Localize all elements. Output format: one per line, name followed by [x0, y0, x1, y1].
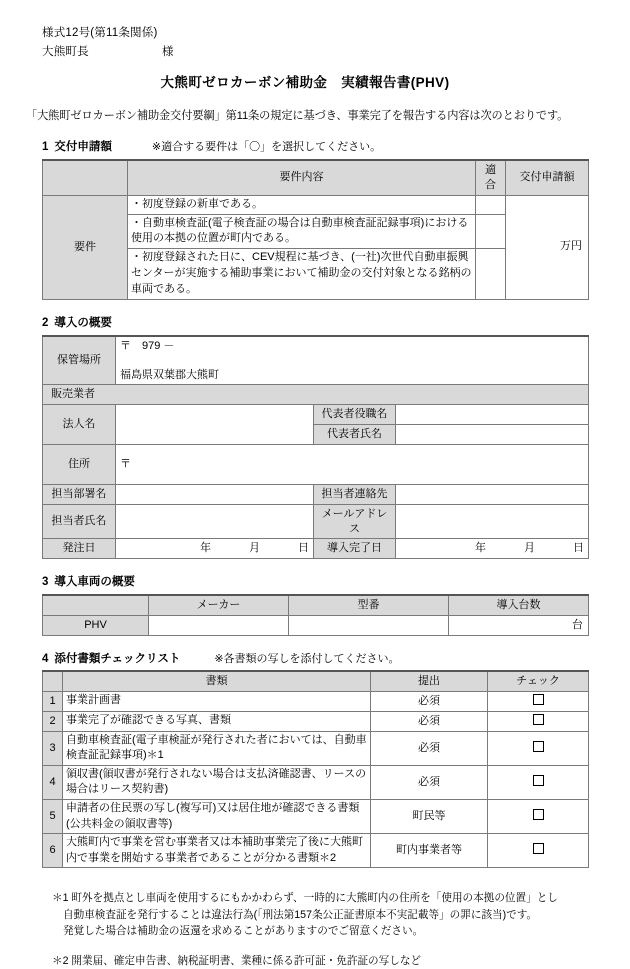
row-number: 2: [43, 711, 63, 731]
section1-number: 1: [42, 141, 49, 154]
dealer-section-row: [43, 385, 589, 405]
section1-note: ※適合する要件は「〇」を選択してください。: [151, 141, 382, 154]
row-number: 5: [43, 799, 63, 833]
col-document-header: 書類: [63, 671, 371, 691]
email-input[interactable]: [396, 504, 589, 539]
table-row: [43, 711, 589, 731]
order-date-day: 日: [298, 542, 309, 555]
order-date-input[interactable]: [116, 539, 314, 559]
table-row: [43, 691, 589, 711]
section4-number: 4: [42, 652, 49, 665]
checkbox-cell[interactable]: [488, 711, 589, 731]
conform-input-1[interactable]: [476, 195, 506, 214]
table-header-row: [43, 671, 589, 691]
footnote-1-line-3: 発覚した場合は補助金の返還を求めることがありますのでご留意ください。: [63, 925, 424, 938]
addressee-name: 大熊町長: [42, 45, 89, 58]
row-number: 1: [43, 691, 63, 711]
department-input[interactable]: [116, 484, 314, 504]
rep-title-label: 代表者役職名: [314, 405, 396, 425]
checkbox-icon[interactable]: [533, 843, 544, 854]
completion-date-day: 日: [573, 542, 584, 555]
submission-requirement: 必須: [371, 711, 488, 731]
addressee-honorific: 様: [162, 45, 174, 58]
section3-heading: [0, 575, 630, 591]
conform-input-2[interactable]: [476, 214, 506, 249]
requirement-text-1: ・初度登録の新車である。: [128, 195, 476, 214]
table-row: [43, 731, 589, 765]
submission-requirement: 必須: [371, 731, 488, 765]
department-label: 担当部署名: [43, 484, 116, 504]
checkbox-icon[interactable]: [533, 741, 544, 752]
address-input[interactable]: [116, 444, 589, 484]
storage-location-input[interactable]: [116, 336, 589, 385]
checklist-table: [42, 670, 589, 868]
vehicle-table: [42, 594, 589, 636]
person-row: [43, 504, 589, 539]
checkbox-cell[interactable]: [488, 834, 589, 868]
submission-requirement: 必須: [371, 765, 488, 799]
corporate-name-label: 法人名: [43, 405, 116, 445]
table-row: [43, 799, 589, 833]
table-row: [43, 765, 589, 799]
checkbox-cell[interactable]: [488, 799, 589, 833]
col-check-header: チェック: [488, 671, 589, 691]
storage-postal-code: 〒 979 －: [120, 339, 175, 352]
checkbox-icon[interactable]: [533, 809, 544, 820]
contact-input[interactable]: [396, 484, 589, 504]
col-conform-header: 適合: [476, 160, 506, 195]
document-header: [0, 0, 630, 60]
document-name: 大熊町内で事業を営む事業者又は本補助事業完了後に大熊町内で事業を開始する事業者であることが分かる書類＊2: [63, 834, 371, 868]
page-title: 大熊町ゼロカーボン補助金 実績報告書(PHV): [160, 75, 450, 91]
order-date-month: 月: [249, 542, 260, 555]
amount-input[interactable]: [506, 195, 589, 300]
rep-name-input[interactable]: [396, 425, 589, 445]
requirement-text-2: ・自動車検査証(電子検査証の場合は自動車検査証記録事項)における使用の本拠の位置が町内である。: [128, 214, 476, 249]
checkbox-cell[interactable]: [488, 691, 589, 711]
storage-row: [43, 336, 589, 385]
order-date-year: 年: [200, 542, 211, 555]
table-row: [43, 615, 589, 635]
section2-heading: [0, 316, 630, 332]
conform-input-3[interactable]: [476, 249, 506, 300]
col-model-header: 型番: [289, 595, 449, 615]
storage-address: 福島県双葉郡大熊町: [120, 368, 219, 381]
count-input[interactable]: [449, 615, 589, 635]
address-row: [43, 444, 589, 484]
form-number: 様式12号(第11条関係): [42, 27, 158, 39]
count-unit: 台: [572, 618, 583, 631]
address-label: 住所: [43, 444, 116, 484]
dealer-section-header: 販売業者: [43, 385, 589, 405]
section1-heading: [0, 140, 630, 156]
email-label: メールアドレス: [314, 504, 396, 539]
footnotes: [0, 890, 630, 969]
row-number: 4: [43, 765, 63, 799]
checkbox-icon[interactable]: [533, 775, 544, 786]
section1-title: 交付申請額: [54, 141, 112, 154]
dates-row: [43, 539, 589, 559]
requirements-table: [42, 159, 589, 300]
table-row: [43, 195, 589, 214]
document-name: 事業計画書: [63, 691, 371, 711]
rep-title-input[interactable]: [396, 405, 589, 425]
document-name: 領収書(領収書が発行されない場合は支払済確認書、リースの場合はリース契約書): [63, 765, 371, 799]
section4-title: 添付書類チェックリスト: [54, 652, 181, 665]
address-postal-mark: 〒: [120, 457, 131, 470]
completion-date-month: 月: [524, 542, 535, 555]
section3-title: 導入車両の概要: [54, 576, 135, 589]
rep-name-label: 代表者氏名: [314, 425, 396, 445]
col-count-header: 導入台数: [449, 595, 589, 615]
col-blank-header: [43, 595, 149, 615]
footnote-2: [52, 953, 630, 969]
corporate-name-input[interactable]: [116, 405, 314, 445]
col-no-header: [43, 671, 63, 691]
col-content-header: 要件内容: [128, 160, 476, 195]
checkbox-icon[interactable]: [533, 714, 544, 725]
submission-requirement: 必須: [371, 691, 488, 711]
checkbox-cell[interactable]: [488, 765, 589, 799]
footnote-1-line-1: ＊1 町外を拠点とし車両を使用するにもかかわらず、一時的に大熊町内の住所を「使用の本拠の位置」とし: [52, 892, 558, 905]
section2-number: 2: [42, 317, 49, 330]
completion-date-input[interactable]: [396, 539, 589, 559]
order-date-label: 発注日: [43, 539, 116, 559]
submission-requirement: 町民等: [371, 799, 488, 833]
person-name-input[interactable]: [116, 504, 314, 539]
checkbox-cell[interactable]: [488, 731, 589, 765]
section2-title: 導入の概要: [54, 317, 112, 330]
col-submission-header: 提出: [371, 671, 488, 691]
contact-label: 担当者連絡先: [314, 484, 396, 504]
completion-date-label: 導入完了日: [314, 539, 396, 559]
model-input[interactable]: [289, 615, 449, 635]
requirement-text-3: ・初度登録された日に、CEV規程に基づき、(一社)次世代自動車振興センターが実施する補助事業において補助金の交付対象となる銘柄の車両である。: [128, 249, 476, 300]
document-name: 申請者の住民票の写し(複写可)又は居住地が確認できる書類(公共料金の領収書等): [63, 799, 371, 833]
row-number: 6: [43, 834, 63, 868]
section3-number: 3: [42, 576, 49, 589]
col-maker-header: メーカー: [149, 595, 289, 615]
footnote-1: [52, 890, 630, 939]
maker-input[interactable]: [149, 615, 289, 635]
addressee-line: [42, 45, 630, 61]
corp-name-row: [43, 405, 589, 425]
overview-table: [42, 335, 589, 560]
dept-row: [43, 484, 589, 504]
table-header-row: [43, 160, 589, 195]
document-name: 事業完了が確認できる写真、書類: [63, 711, 371, 731]
person-name-label: 担当者氏名: [43, 504, 116, 539]
row-number: 3: [43, 731, 63, 765]
intro-paragraph: 「大熊町ゼロカーボン補助金交付要綱」第11条の規定に基づき、事業完了を報告する内容は次のとおりです。: [26, 110, 569, 123]
table-row: [43, 834, 589, 868]
footnote-2-line-1: ＊2 開業届、確定申告書、納税証明書、業種に係る許可証・免許証の写しなど: [52, 954, 422, 967]
footnote-1-line-2: 自動車検査証を発行することは違法行為(「刑法第157条公正証書原本不実記載等」の罪に該当)です。: [63, 908, 538, 921]
col-blank-header: [43, 160, 128, 195]
checkbox-icon[interactable]: [533, 694, 544, 705]
completion-date-year: 年: [475, 542, 486, 555]
table-header-row: [43, 595, 589, 615]
section4-heading: [0, 652, 630, 668]
document-name: 自動車検査証(電子車検証が発行された者においては、自動車検査証記録事項)＊1: [63, 731, 371, 765]
vehicle-type-label: PHV: [43, 615, 149, 635]
storage-location-label: 保管場所: [43, 336, 116, 385]
requirements-row-label: 要件: [43, 195, 128, 300]
amount-unit: 万円: [560, 239, 582, 252]
col-amount-header: 交付申請額: [506, 160, 589, 195]
section4-note: ※各書類の写しを添付してください。: [214, 652, 400, 665]
submission-requirement: 町内事業者等: [371, 834, 488, 868]
